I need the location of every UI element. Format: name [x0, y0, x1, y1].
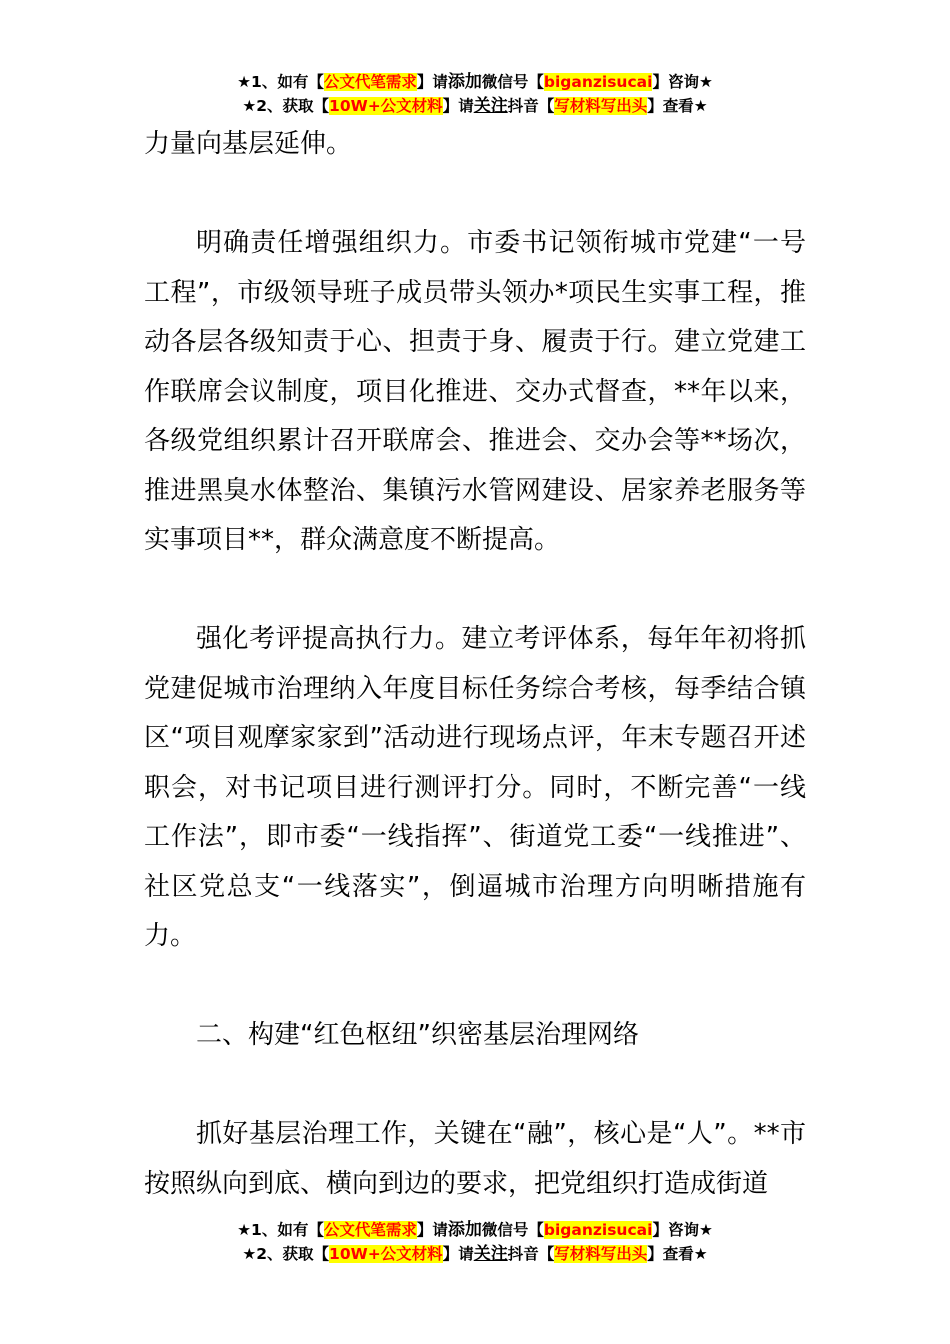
banner-text: 】查看 [647, 1245, 694, 1263]
paragraph-governance: 抓好基层治理工作，关键在“融”，核心是“人”。**市按照纵向到底、横向到边的要求，把党组织打造成街道 [144, 1119, 806, 1199]
banner-text: 微信号【 [481, 73, 544, 91]
star-icon: ★ [237, 1221, 252, 1239]
banner-text: 2、获取【 [256, 97, 330, 115]
star-icon: ★ [693, 97, 708, 115]
banner-emphasis: 添加 [447, 72, 482, 92]
banner-text: 1、如有【 [251, 73, 324, 91]
star-icon: ★ [242, 97, 257, 115]
banner-text: 】咨询 [652, 73, 699, 91]
banner-text: 】请 [442, 97, 474, 115]
paragraph-gap [144, 170, 806, 220]
star-icon: ★ [242, 1245, 257, 1263]
banner-text: 】请 [416, 1221, 448, 1239]
banner-text: 微信号【 [481, 1221, 544, 1239]
banner-text: 】查看 [647, 97, 694, 115]
section-heading: 二、构建“红色枢纽”织密基层治理网络 [196, 1020, 639, 1050]
banner-text: 抖音【 [507, 97, 555, 115]
banner-highlight: 写材料写出头 [554, 97, 648, 115]
banner-text: 2、获取【 [256, 1245, 330, 1263]
paragraph-gap [144, 1061, 806, 1111]
banner-text: 】咨询 [652, 1221, 699, 1239]
banner-emphasis: 关注 [473, 96, 508, 116]
star-icon: ★ [698, 73, 713, 91]
banner-line-2 [0, 94, 950, 118]
banner-highlight: 写材料写出头 [554, 1245, 648, 1263]
banner-text: 抖音【 [507, 1245, 555, 1263]
paragraph-continuation: 力量向基层延伸。 [144, 129, 353, 159]
banner-text: 】请 [416, 73, 448, 91]
paragraph-responsibility: 明确责任增强组织力。市委书记领衔城市党建“一号工程”，市级领导班子成员带头领办*项民生实事工程，推动各层各级知责于心、担责于身、履责于行。建立党建工作联席会议制度，项目化推进、交办式督查，**年以来，各级党组织累计召开联席会、推进会、交办会等**场次，推进黑臭水体整治、集镇污水管网建设、居家养老服务等实事项目**，群众满意度不断提高。 [144, 228, 806, 555]
star-icon: ★ [693, 1245, 708, 1263]
banner-text: 1、如有【 [251, 1221, 324, 1239]
top-banner [0, 70, 950, 118]
banner-text: 】请 [442, 1245, 474, 1263]
paragraph-evaluation: 强化考评提高执行力。建立考评体系，每年年初将抓党建促城市治理纳入年度目标任务综合考核，每季结合镇区“项目观摩家家到”活动进行现场点评，年末专题召开述职会，对书记项目进行测评打分。同时，不断完善“一线工作法”，即市委“一线指挥”、街道党工委“一线推进”、社区党总支“一线落实”，倒逼城市治理方向明晰措施有力。 [144, 624, 806, 951]
paragraph-gap [144, 962, 806, 1012]
banner-line-1 [0, 70, 950, 94]
banner-highlight: 10W+公文材料 [329, 97, 443, 115]
banner-highlight: 10W+公文材料 [329, 1245, 443, 1263]
banner-highlight: 公文代笔需求 [323, 1221, 417, 1239]
banner-highlight: biganzisucai [543, 73, 653, 91]
banner-emphasis: 关注 [473, 1244, 508, 1264]
banner-highlight: 公文代笔需求 [323, 73, 417, 91]
document-body [144, 120, 806, 1209]
star-icon: ★ [698, 1221, 713, 1239]
banner-line-1 [0, 1218, 950, 1242]
banner-emphasis: 添加 [447, 1220, 482, 1240]
bottom-banner [0, 1218, 950, 1266]
star-icon: ★ [237, 73, 252, 91]
banner-highlight: biganzisucai [543, 1221, 653, 1239]
paragraph-gap [144, 566, 806, 616]
banner-line-2 [0, 1242, 950, 1266]
